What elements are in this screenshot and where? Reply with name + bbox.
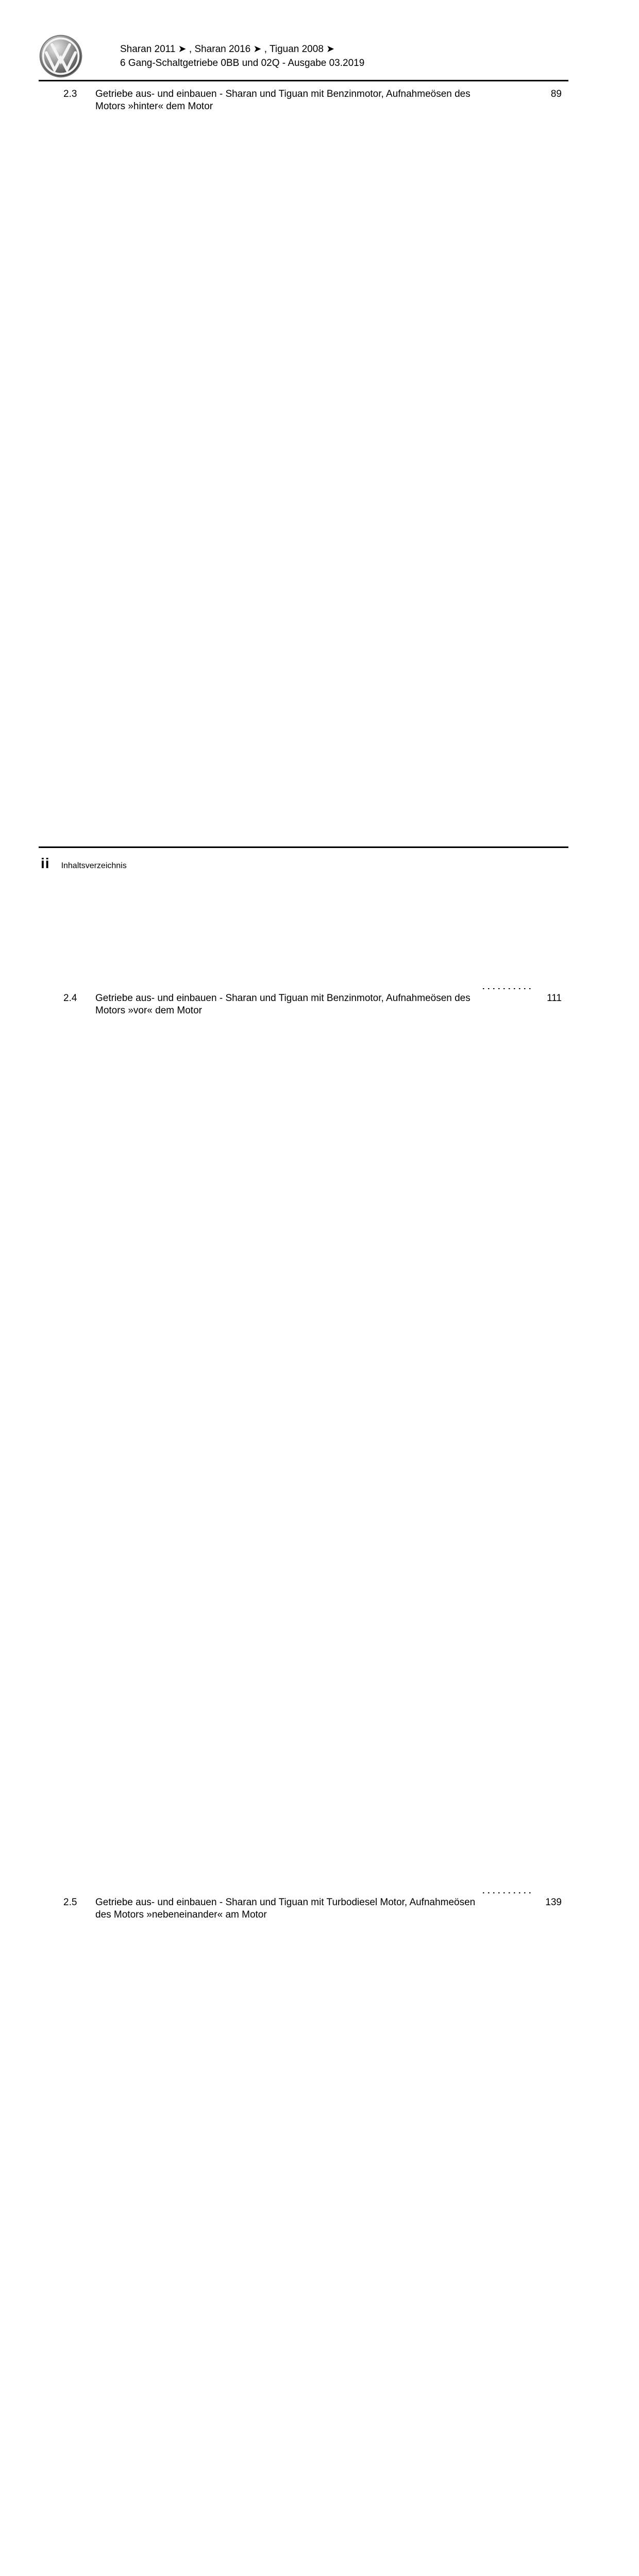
toc-entry-number: 2.3 <box>63 89 77 99</box>
header-models-line: Sharan 2011 ➤ , Sharan 2016 ➤ , Tiguan 2008 ➤ <box>120 44 335 55</box>
table-of-contents <box>39 88 568 2576</box>
dot-leader <box>483 988 533 989</box>
page-footer <box>41 855 127 872</box>
toc-entry-number: 2.4 <box>63 993 77 1004</box>
toc-entry-page: 139 <box>537 1896 562 2576</box>
header-divider <box>39 80 568 81</box>
toc-entry-title: Getriebe aus- und einbauen - Sharan und Tiguan mit Benzinmotor, Aufnahmeösen des Motors »vor« dem Motor <box>95 993 470 1016</box>
toc-entry-number: 2.5 <box>63 1897 77 1908</box>
toc-entry <box>39 1896 568 2576</box>
dot-leader <box>483 1892 533 1893</box>
footer-divider <box>39 846 568 848</box>
footer-section-label: Inhaltsverzeichnis <box>61 861 127 870</box>
toc-entry-title: Getriebe aus- und einbauen - Sharan und Tiguan mit Turbodiesel Motor, Aufnahmeösen des Motors »nebeneinander« am Motor <box>95 1897 476 1920</box>
header-subtitle-line: 6 Gang-Schaltgetriebe 0BB und 02Q - Ausgabe 03.2019 <box>120 58 365 69</box>
toc-entry <box>39 992 568 1896</box>
vw-logo-icon <box>39 34 83 78</box>
page-header <box>39 0 568 78</box>
toc-entry-page: 111 <box>537 992 562 1896</box>
toc-entry-title: Getriebe aus- und einbauen - Sharan und Tiguan mit Benzinmotor, Aufnahmeösen des Motors »hinter« dem Motor <box>95 89 470 112</box>
toc-entry-page: 89 <box>537 88 562 992</box>
footer-page-number: ii <box>41 855 50 871</box>
